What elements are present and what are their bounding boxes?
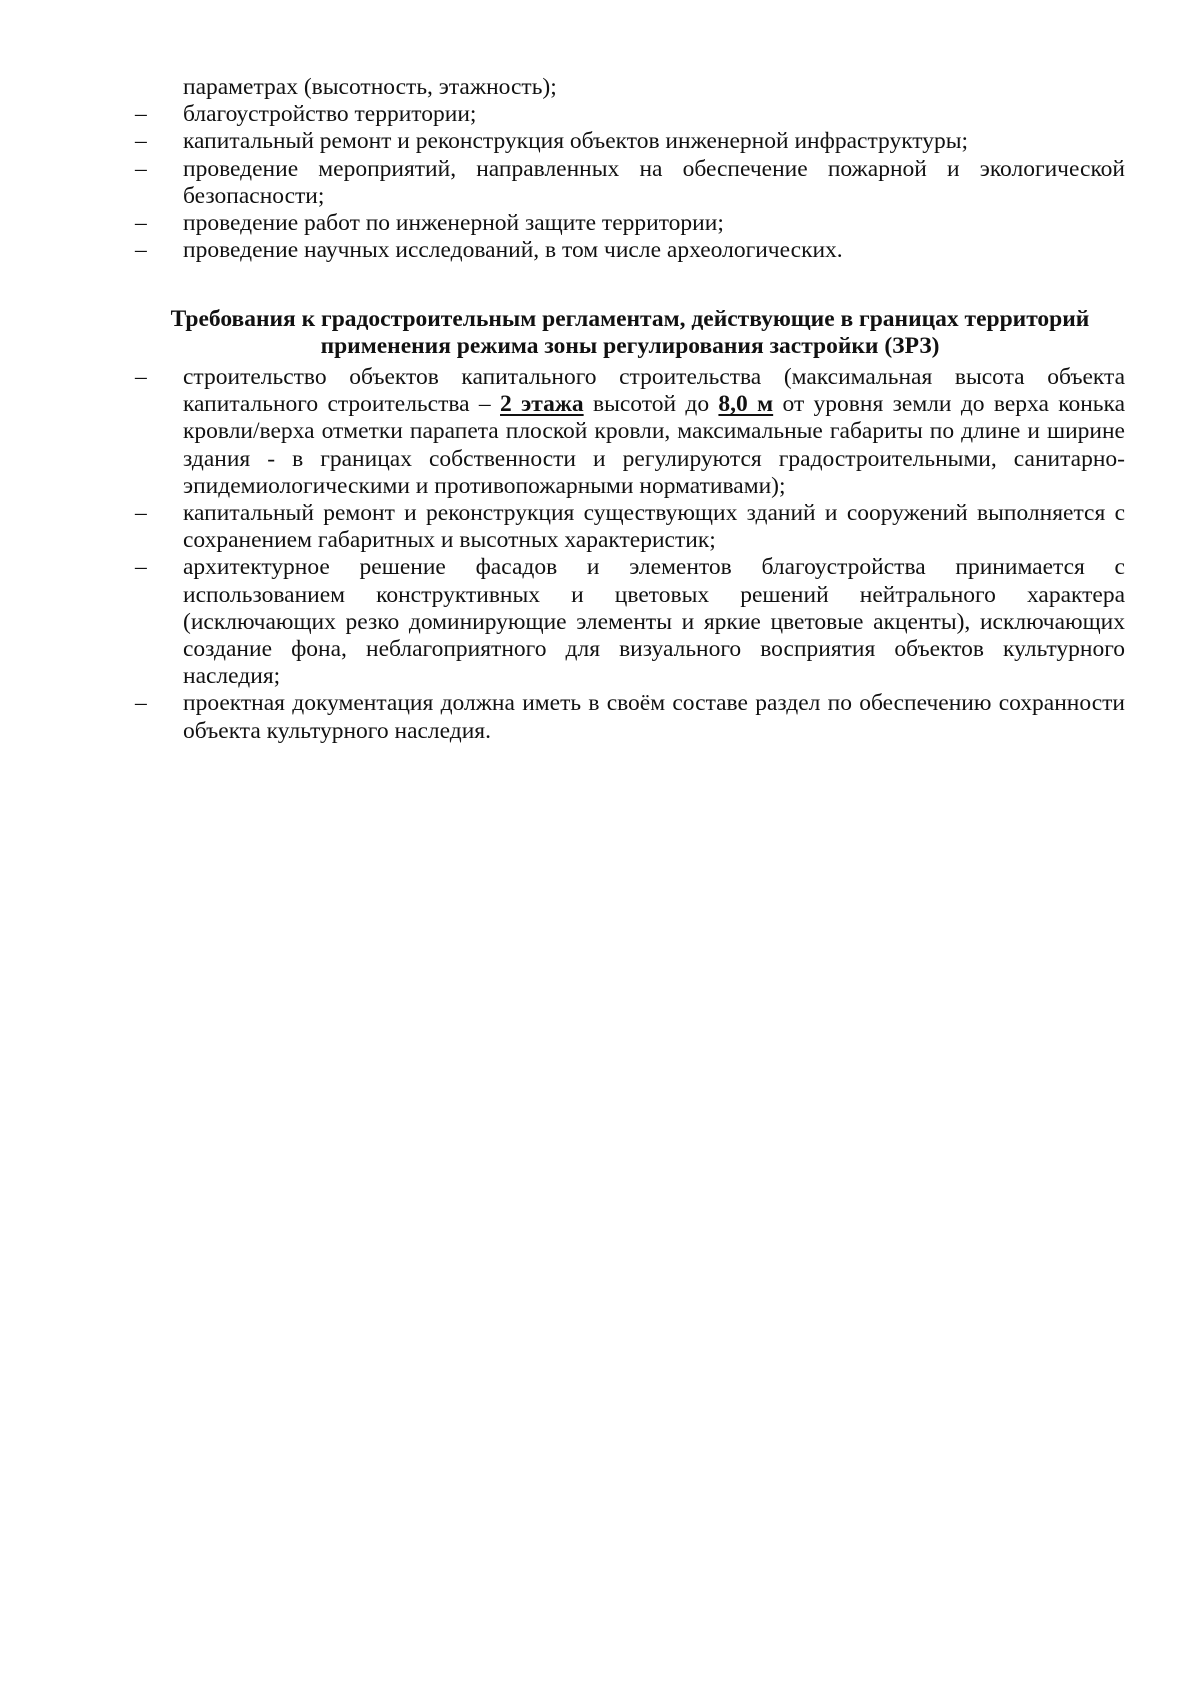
list-item xyxy=(135,364,1125,500)
list-item-text: капитальный ремонт и реконструкция существующих зданий и сооружений выполняется с сохранением габаритных и высотных характеристик; xyxy=(183,500,1125,554)
list-item-text-part: от уровня земли до верха конька кровли/верха отметки парапета плоской кровли, максимальные габариты по длине и ширине здания - в границах собственности и регулируются градостроительными, санитарно-эпидемиологическими и противопожарными нормативами); xyxy=(183,391,1126,499)
dash-bullet-icon xyxy=(135,500,165,527)
list-item xyxy=(135,500,1125,554)
list-item-text: благоустройство территории; xyxy=(183,101,477,128)
permitted-works-list xyxy=(135,74,1125,264)
list-item xyxy=(135,237,1125,264)
list-item-text: проведение мероприятий, направленных на обеспечение пожарной и экологической безопасности; xyxy=(183,155,1125,209)
list-item xyxy=(135,210,1125,237)
max-floors-value: 2 этажа xyxy=(500,391,584,418)
list-item-text-part: высотой до xyxy=(583,391,719,418)
dash-bullet-icon xyxy=(135,101,165,128)
list-item xyxy=(135,128,1125,155)
list-item xyxy=(135,554,1125,690)
list-item xyxy=(135,690,1125,744)
section-heading: Требования к градостроительным регламентам, действующие в границах территорий применения режима зоны регулирования застройки (ЗРЗ) xyxy=(170,306,1090,360)
list-item xyxy=(135,156,1125,210)
list-item-text: архитектурное решение фасадов и элементов благоустройства принимается с использованием конструктивных и цветовых решений нейтрального характера (исключающих резко доминирующие элементы и яркие цветовые акценты), исключающих создание фона, неблагоприятного для визуального восприятия объектов культурного наследия; xyxy=(183,554,1125,690)
list-item-text-part: строительство объектов капитального строительства (максимальная высота объекта капитального строительства – xyxy=(183,364,1125,418)
dash-bullet-icon xyxy=(135,237,165,264)
dash-bullet-icon xyxy=(135,554,165,581)
list-item-text: капитальный ремонт и реконструкция объектов инженерной инфраструктуры; xyxy=(183,128,969,155)
list-item xyxy=(135,101,1125,128)
list-item-text: проектная документация должна иметь в своём составе раздел по обеспечению сохранности объекта культурного наследия. xyxy=(183,690,1125,744)
list-item-text: проведение работ по инженерной защите территории; xyxy=(183,210,724,237)
dash-bullet-icon xyxy=(135,364,165,391)
dash-bullet-icon xyxy=(135,128,165,155)
dash-bullet-icon xyxy=(135,210,165,237)
dash-bullet-icon xyxy=(135,156,165,183)
dash-bullet-icon xyxy=(135,690,165,717)
list-continuation-text: параметрах (высотность, этажность); xyxy=(183,74,557,100)
max-height-value: 8,0 м xyxy=(718,391,774,418)
zrz-requirements-list xyxy=(135,364,1125,745)
list-item-text: проведение научных исследований, в том числе археологических. xyxy=(183,237,843,264)
